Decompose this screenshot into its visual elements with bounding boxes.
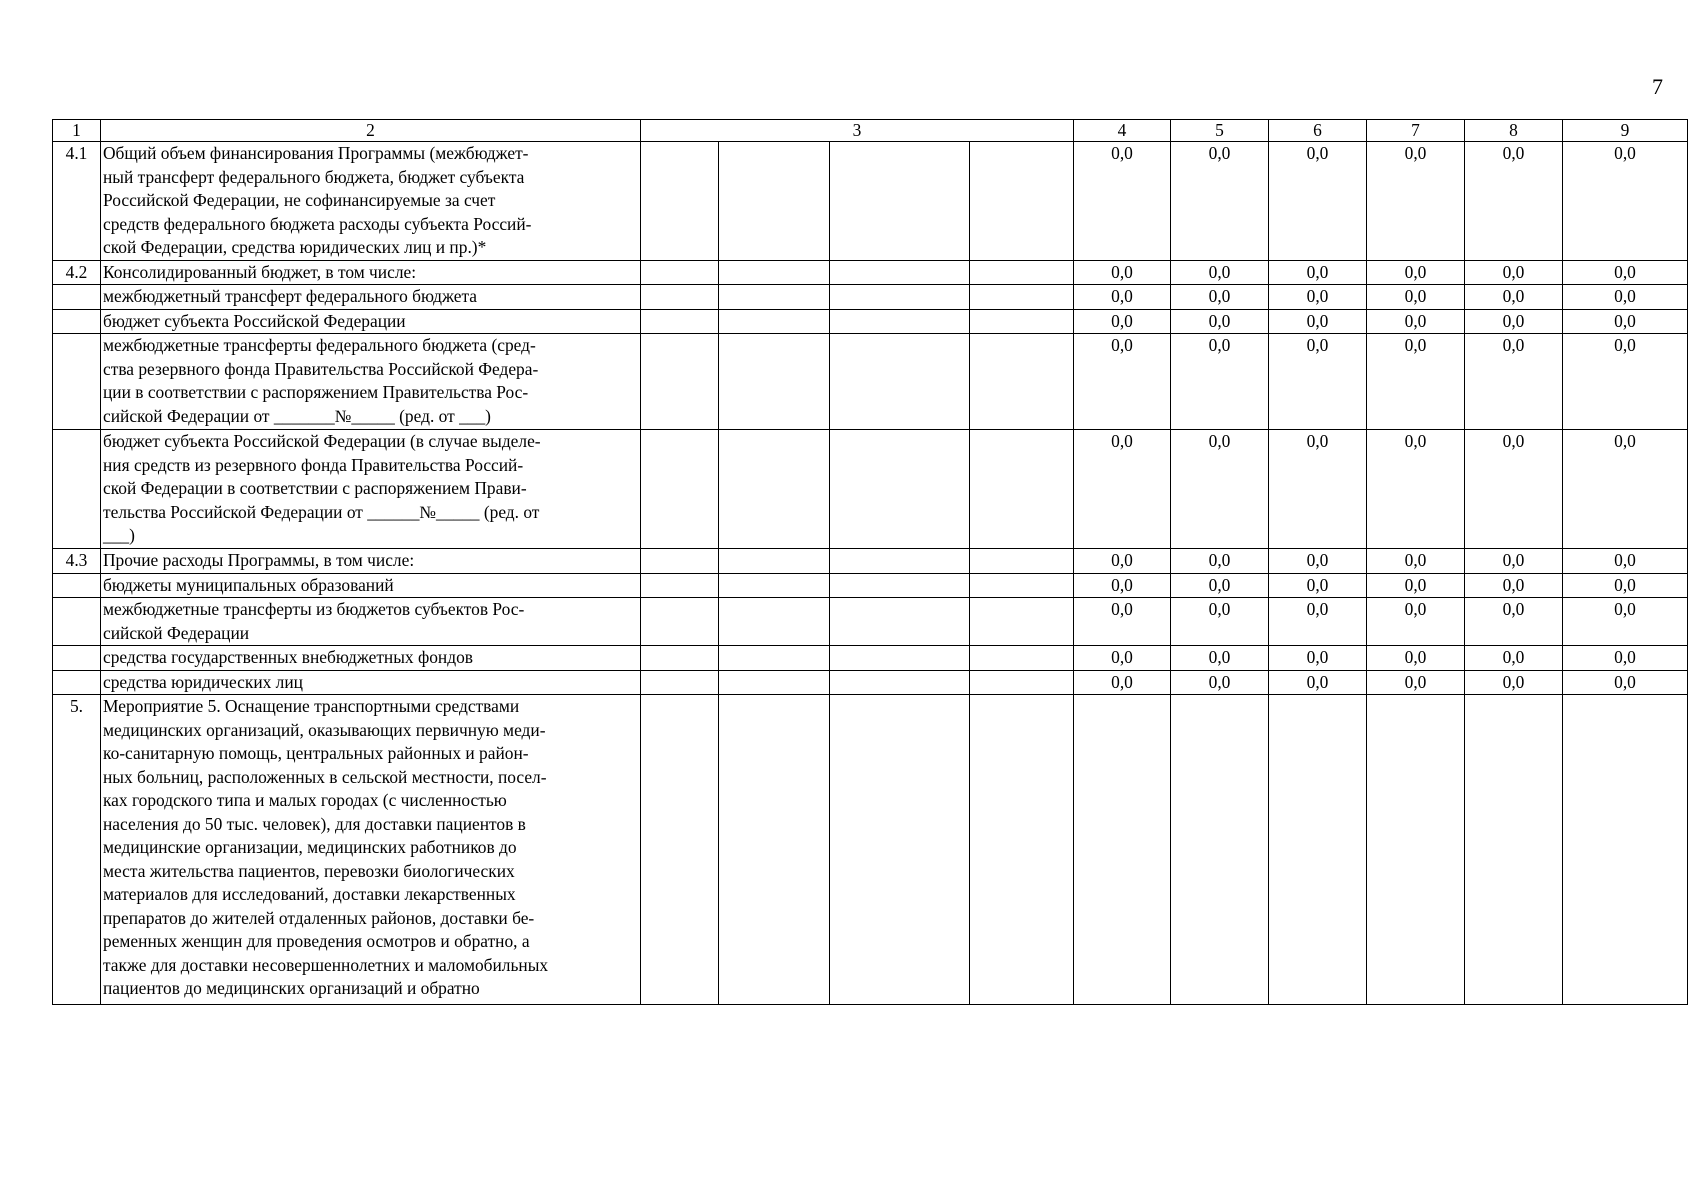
- value-cell: 0,0: [1563, 598, 1688, 646]
- value-cell: 0,0: [1171, 573, 1269, 598]
- value-cell: 0,0: [1269, 334, 1367, 430]
- description-line: Общий объем финансирования Программы (межбюджет-: [103, 143, 529, 163]
- value-cell: 0,0: [1367, 670, 1465, 695]
- row-description: [101, 430, 641, 549]
- value-cell: 0,0: [1367, 430, 1465, 549]
- value-cell: 0,0: [1367, 598, 1465, 646]
- table-row: [53, 142, 1688, 261]
- value-cell: 0,0: [1465, 285, 1563, 310]
- description-line: материалов для исследований, доставки лекарственных: [103, 884, 516, 904]
- row-description: [101, 142, 641, 261]
- column-3-subcell: [719, 549, 830, 574]
- row-number: [53, 670, 101, 695]
- value-cell: 0,0: [1074, 573, 1171, 598]
- column-3-subcell: [970, 309, 1074, 334]
- table-row: [53, 309, 1688, 334]
- column-3-subcell: [641, 334, 719, 430]
- header-cell: 5: [1171, 120, 1269, 142]
- column-3-subcell: [641, 142, 719, 261]
- description-line: места жительства пациентов, перевозки биологических: [103, 860, 515, 881]
- value-cell: 0,0: [1074, 598, 1171, 646]
- row-number: [53, 285, 101, 310]
- row-description: [101, 549, 641, 574]
- column-3-subcell: [830, 670, 970, 695]
- column-3-subcell: [970, 260, 1074, 285]
- column-3-subcell: [641, 285, 719, 310]
- description-line: ках городского типа и малых городах (с численностью: [103, 790, 507, 810]
- description-line: ской Федерации, средства юридических лиц и пр.)*: [103, 237, 487, 257]
- row-number: 4.1: [53, 142, 101, 261]
- row-number: 4.3: [53, 549, 101, 574]
- column-3-subcell: [970, 285, 1074, 310]
- page-number: 7: [1652, 74, 1663, 99]
- row-description: [101, 334, 641, 430]
- description-line: ния средств из резервного фонда Правительства Россий-: [103, 454, 524, 475]
- value-cell: 0,0: [1465, 430, 1563, 549]
- value-cell: 0,0: [1563, 573, 1688, 598]
- description-line: сийской Федерации от _______№_____ (ред. от ___): [103, 405, 491, 426]
- value-cell: 0,0: [1269, 142, 1367, 261]
- value-cell: 0,0: [1563, 549, 1688, 574]
- column-3-subcell: [830, 260, 970, 285]
- value-cell: [1563, 695, 1688, 1005]
- value-cell: 0,0: [1367, 573, 1465, 598]
- column-3-subcell: [970, 549, 1074, 574]
- table-row: [53, 695, 1688, 1005]
- table-row: [53, 670, 1688, 695]
- value-cell: [1171, 695, 1269, 1005]
- value-cell: 0,0: [1367, 549, 1465, 574]
- column-3-subcell: [830, 646, 970, 671]
- description-line: медицинские организации, медицинских работников до: [103, 837, 517, 857]
- value-cell: 0,0: [1563, 670, 1688, 695]
- column-3-subcell: [830, 695, 970, 1005]
- value-cell: 0,0: [1465, 142, 1563, 261]
- description-line: также для доставки несовершеннолетних и маломобильных: [103, 954, 549, 975]
- value-cell: 0,0: [1269, 549, 1367, 574]
- column-3-subcell: [641, 670, 719, 695]
- column-3-subcell: [830, 549, 970, 574]
- description-line: сийской Федерации: [103, 622, 250, 643]
- column-3-subcell: [719, 142, 830, 261]
- description-line: межбюджетные трансферты из бюджетов субъектов Рос-: [103, 599, 525, 619]
- value-cell: 0,0: [1171, 309, 1269, 334]
- table-row: [53, 334, 1688, 430]
- description-line: Консолидированный бюджет, в том числе:: [103, 261, 417, 282]
- column-3-subcell: [641, 309, 719, 334]
- value-cell: 0,0: [1074, 430, 1171, 549]
- row-description: [101, 309, 641, 334]
- column-3-subcell: [830, 598, 970, 646]
- column-3-subcell: [970, 430, 1074, 549]
- description-line: средства государственных внебюджетных фондов: [103, 647, 473, 667]
- column-3-subcell: [641, 646, 719, 671]
- column-3-subcell: [719, 260, 830, 285]
- value-cell: 0,0: [1171, 142, 1269, 261]
- value-cell: 0,0: [1074, 309, 1171, 334]
- description-line: населения до 50 тыс. человек), для доставки пациентов в: [103, 813, 526, 834]
- row-number: [53, 309, 101, 334]
- value-cell: 0,0: [1074, 646, 1171, 671]
- value-cell: 0,0: [1269, 598, 1367, 646]
- description-line: ___): [103, 525, 135, 545]
- value-cell: [1465, 695, 1563, 1005]
- value-cell: 0,0: [1367, 260, 1465, 285]
- value-cell: 0,0: [1465, 309, 1563, 334]
- row-description: [101, 670, 641, 695]
- value-cell: 0,0: [1563, 646, 1688, 671]
- column-3-subcell: [719, 309, 830, 334]
- column-3-subcell: [970, 334, 1074, 430]
- header-cell: 9: [1563, 120, 1688, 142]
- value-cell: [1367, 695, 1465, 1005]
- column-3-subcell: [641, 549, 719, 574]
- value-cell: 0,0: [1367, 646, 1465, 671]
- column-3-subcell: [970, 598, 1074, 646]
- table-header-row: [53, 120, 1688, 142]
- description-line: бюджет субъекта Российской Федерации (в случае выделе-: [103, 431, 541, 451]
- value-cell: 0,0: [1269, 260, 1367, 285]
- value-cell: [1269, 695, 1367, 1005]
- table-row: [53, 598, 1688, 646]
- table-row: [53, 285, 1688, 310]
- description-line: Прочие расходы Программы, в том числе:: [103, 550, 415, 570]
- column-3-subcell: [719, 334, 830, 430]
- description-line: бюджет субъекта Российской Федерации: [103, 310, 406, 331]
- value-cell: 0,0: [1074, 285, 1171, 310]
- value-cell: 0,0: [1465, 334, 1563, 430]
- description-line: ской Федерации в соответствии с распоряжением Прави-: [103, 478, 527, 498]
- description-line: Российской Федерации, не софинансируемые за счет: [103, 190, 496, 210]
- description-line: ных больниц, расположенных в сельской местности, посел-: [103, 766, 547, 787]
- column-3-subcell: [970, 573, 1074, 598]
- row-number: [53, 573, 101, 598]
- value-cell: 0,0: [1269, 309, 1367, 334]
- column-3-subcell: [830, 285, 970, 310]
- value-cell: 0,0: [1171, 646, 1269, 671]
- header-cell: 8: [1465, 120, 1563, 142]
- column-3-subcell: [719, 670, 830, 695]
- description-line: медицинских организаций, оказывающих первичную меди-: [103, 719, 546, 740]
- row-number: [53, 646, 101, 671]
- value-cell: 0,0: [1074, 670, 1171, 695]
- column-3-subcell: [970, 695, 1074, 1005]
- description-line: Мероприятие 5. Оснащение транспортными средствами: [103, 696, 520, 716]
- column-3-subcell: [719, 430, 830, 549]
- row-number: [53, 430, 101, 549]
- column-3-subcell: [830, 573, 970, 598]
- value-cell: 0,0: [1563, 260, 1688, 285]
- description-line: ременных женщин для проведения осмотров и обратно, а: [103, 931, 530, 951]
- description-line: средств федерального бюджета расходы субъекта Россий-: [103, 213, 532, 234]
- table-row: [53, 646, 1688, 671]
- table-row: [53, 260, 1688, 285]
- description-line: бюджеты муниципальных образований: [103, 574, 394, 595]
- value-cell: 0,0: [1269, 430, 1367, 549]
- header-cell: 4: [1074, 120, 1171, 142]
- column-3-subcell: [641, 695, 719, 1005]
- value-cell: 0,0: [1465, 260, 1563, 285]
- row-description: [101, 646, 641, 671]
- column-3-subcell: [830, 309, 970, 334]
- description-line: ции в соответствии с распоряжением Правительства Рос-: [103, 382, 529, 402]
- value-cell: 0,0: [1074, 260, 1171, 285]
- description-line: межбюджетные трансферты федерального бюджета (сред-: [103, 335, 536, 355]
- value-cell: 0,0: [1269, 573, 1367, 598]
- column-3-subcell: [641, 598, 719, 646]
- header-cell: 2: [101, 120, 641, 142]
- value-cell: 0,0: [1563, 285, 1688, 310]
- row-number: 5.: [53, 695, 101, 1005]
- value-cell: 0,0: [1563, 309, 1688, 334]
- column-3-subcell: [719, 646, 830, 671]
- value-cell: 0,0: [1074, 334, 1171, 430]
- value-cell: 0,0: [1563, 142, 1688, 261]
- value-cell: 0,0: [1171, 549, 1269, 574]
- description-line: препаратов до жителей отдаленных районов, доставки бе-: [103, 907, 535, 928]
- table-row: [53, 430, 1688, 549]
- row-number: [53, 334, 101, 430]
- value-cell: 0,0: [1367, 309, 1465, 334]
- value-cell: 0,0: [1367, 334, 1465, 430]
- row-description: [101, 573, 641, 598]
- column-3-subcell: [719, 695, 830, 1005]
- column-3-subcell: [830, 142, 970, 261]
- column-3-subcell: [719, 285, 830, 310]
- description-line: ко-санитарную помощь, центральных районных и район-: [103, 743, 529, 763]
- column-3-subcell: [719, 573, 830, 598]
- value-cell: 0,0: [1465, 549, 1563, 574]
- value-cell: 0,0: [1465, 646, 1563, 671]
- column-3-subcell: [641, 573, 719, 598]
- table-row: [53, 573, 1688, 598]
- value-cell: 0,0: [1367, 142, 1465, 261]
- value-cell: 0,0: [1171, 334, 1269, 430]
- value-cell: 0,0: [1563, 334, 1688, 430]
- value-cell: 0,0: [1269, 646, 1367, 671]
- description-line: ства резервного фонда Правительства Российской Федера-: [103, 358, 539, 379]
- description-line: тельства Российской Федерации от ______№_____ (ред. от: [103, 501, 540, 522]
- column-3-subcell: [641, 260, 719, 285]
- column-3-subcell: [970, 670, 1074, 695]
- column-3-subcell: [830, 334, 970, 430]
- value-cell: 0,0: [1269, 285, 1367, 310]
- financing-table: [52, 119, 1688, 1005]
- column-3-subcell: [970, 646, 1074, 671]
- value-cell: [1074, 695, 1171, 1005]
- value-cell: 0,0: [1465, 573, 1563, 598]
- column-3-subcell: [830, 430, 970, 549]
- value-cell: 0,0: [1171, 260, 1269, 285]
- row-description: [101, 285, 641, 310]
- row-number: 4.2: [53, 260, 101, 285]
- value-cell: 0,0: [1563, 430, 1688, 549]
- description-line: ный трансферт федерального бюджета, бюджет субъекта: [103, 166, 525, 187]
- value-cell: 0,0: [1074, 142, 1171, 261]
- header-cell: 7: [1367, 120, 1465, 142]
- row-description: [101, 695, 641, 1005]
- value-cell: 0,0: [1171, 285, 1269, 310]
- value-cell: 0,0: [1367, 285, 1465, 310]
- header-cell: 3: [641, 120, 1074, 142]
- value-cell: 0,0: [1465, 670, 1563, 695]
- header-cell: 1: [53, 120, 101, 142]
- description-line: межбюджетный трансферт федерального бюджета: [103, 286, 478, 306]
- row-description: [101, 598, 641, 646]
- description-line: средства юридических лиц: [103, 671, 303, 692]
- row-description: [101, 260, 641, 285]
- column-3-subcell: [641, 430, 719, 549]
- description-line: пациентов до медицинских организаций и обратно: [103, 978, 480, 998]
- value-cell: 0,0: [1171, 598, 1269, 646]
- value-cell: 0,0: [1269, 670, 1367, 695]
- table-row: [53, 549, 1688, 574]
- value-cell: 0,0: [1171, 430, 1269, 549]
- row-number: [53, 598, 101, 646]
- column-3-subcell: [970, 142, 1074, 261]
- column-3-subcell: [719, 598, 830, 646]
- value-cell: 0,0: [1171, 670, 1269, 695]
- value-cell: 0,0: [1465, 598, 1563, 646]
- header-cell: 6: [1269, 120, 1367, 142]
- value-cell: 0,0: [1074, 549, 1171, 574]
